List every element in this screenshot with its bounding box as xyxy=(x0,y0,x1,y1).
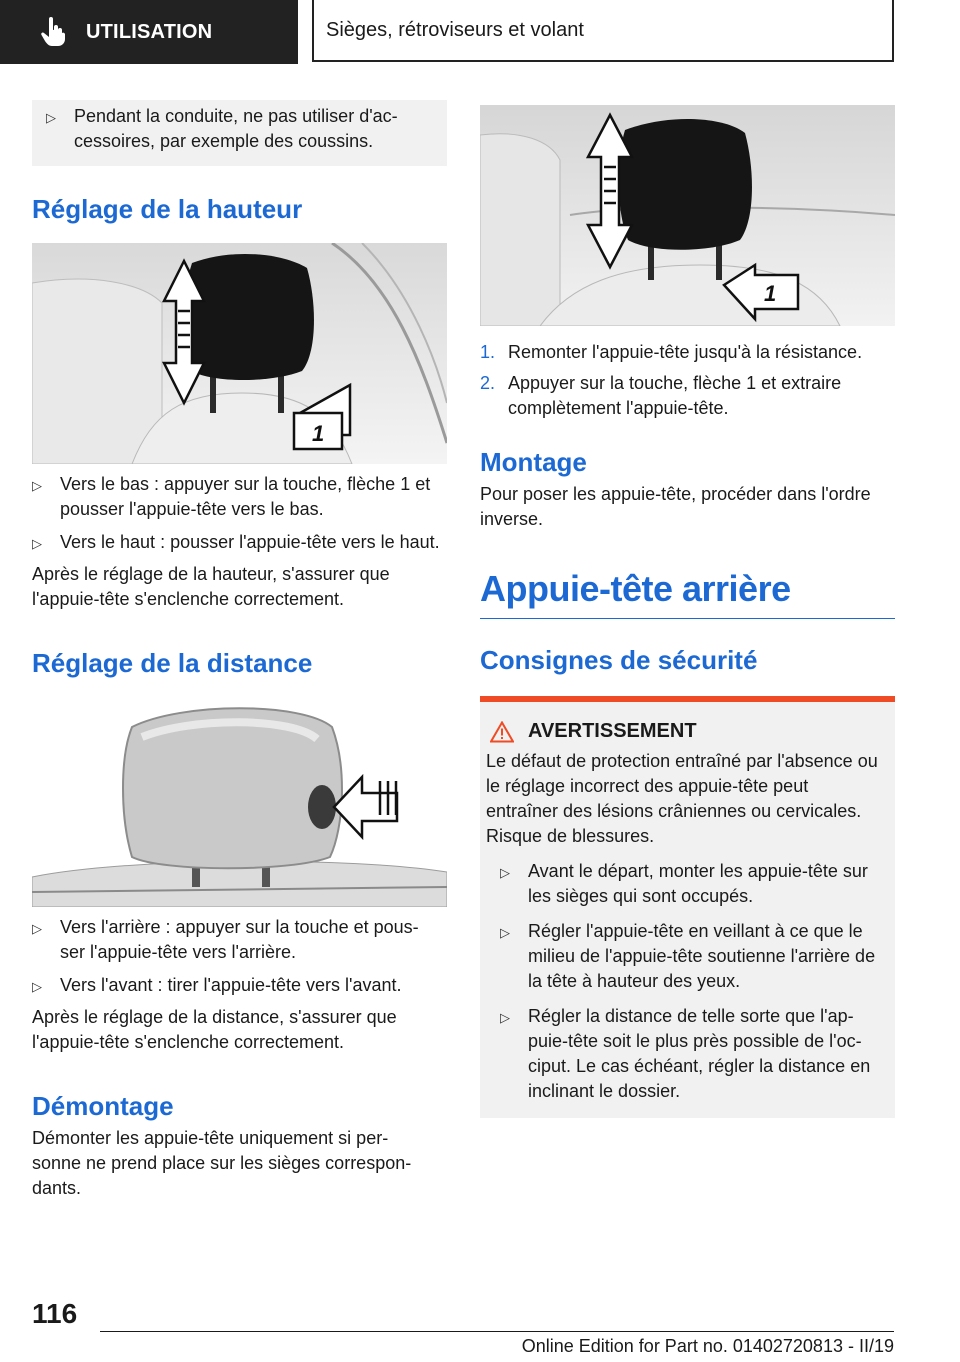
triangle-bullet-icon: ▷ xyxy=(32,921,42,936)
list-item: ▷ Vers le haut : pousser l'appuie-tête vers le haut. xyxy=(32,530,447,556)
header-chapter-title: Sièges, rétroviseurs et volant xyxy=(326,18,584,41)
warning-title-row xyxy=(490,720,881,743)
list-item: ▷ Pendant la conduite, ne pas utiliser d'ac- cessoires, par exemple des coussins. xyxy=(46,104,427,154)
right-column xyxy=(480,105,895,1118)
list-item: ▷ Régler la distance de telle sorte que l'ap- puie-tête soit le plus près possible de l'oc- ciput. Le cas échéant, régler la distance en inclinant le dossier. xyxy=(500,1004,881,1104)
left-column xyxy=(32,100,447,1201)
paragraph: Pour poser les appuie-tête, procéder dans l'ordre inverse. xyxy=(480,484,871,529)
list-item: ▷ Vers l'arrière : appuyer sur la touche et pous- ser l'appuie-tête vers l'arrière. xyxy=(32,915,447,965)
list-item: ▷ Vers le bas : appuyer sur la touche, flèche 1 et pousser l'appuie-tête vers le bas. xyxy=(32,472,447,522)
height-adjust-figure xyxy=(32,243,447,464)
footer-edition: Online Edition for Part no. 01402720813 - II/19 xyxy=(521,1336,894,1356)
header-section-tab xyxy=(0,0,298,64)
section-title-distance: Réglage de la distance xyxy=(32,648,313,678)
paragraph: Après le réglage de la distance, s'assurer que l'appuie-tête s'enclenche correctement. xyxy=(32,1007,397,1052)
warning-text: Le défaut de protection entraîné par l'absence ou le réglage incorrect des appuie-tête peut entraîner des lésions crâniennes ou cervicales. Risque de blessures. xyxy=(486,751,878,846)
paragraph: Après le réglage de la hauteur, s'assurer que l'appuie-tête s'enclenche correctement. xyxy=(32,564,390,609)
list-item: ▷ Avant le départ, monter les appuie-tête sur les sièges qui sont occupés. xyxy=(500,859,881,909)
header-section-title: UTILISATION xyxy=(86,20,213,43)
list-item: ▷ Régler l'appuie-tête en veillant à ce que le milieu de l'appuie-tête soutienne l'arrière de la tête à hauteur des yeux. xyxy=(500,919,881,994)
distance-adjust-figure xyxy=(32,697,447,907)
list-item: 2. Appuyer sur la touche, flèche 1 et extraire complètement l'appuie-tête. xyxy=(480,373,842,418)
removal-figure xyxy=(480,105,895,326)
hand-pointer-icon xyxy=(40,17,66,47)
warning-triangle-icon xyxy=(490,721,514,743)
note-box xyxy=(32,100,447,166)
section-title-mounting: Montage xyxy=(480,447,587,477)
triangle-bullet-icon: ▷ xyxy=(500,1010,510,1025)
triangle-bullet-icon: ▷ xyxy=(500,865,510,880)
section-title-removal: Démontage xyxy=(32,1091,174,1121)
chapter-title-rear-headrest: Appuie-tête arrière xyxy=(480,568,895,619)
triangle-bullet-icon: ▷ xyxy=(46,110,56,125)
warning-title: AVERTISSEMENT xyxy=(528,720,697,742)
figure-label: 1 xyxy=(312,421,325,446)
page-number: 116 xyxy=(32,1298,78,1329)
triangle-bullet-icon: ▷ xyxy=(32,536,42,551)
triangle-bullet-icon: ▷ xyxy=(500,925,510,940)
list-item: ▷ Vers l'avant : tirer l'appuie-tête vers l'avant. xyxy=(32,973,447,999)
figure-label: 1 xyxy=(764,281,777,306)
header-chapter-box xyxy=(312,0,894,62)
triangle-bullet-icon: ▷ xyxy=(32,478,42,493)
warning-box xyxy=(480,696,895,1118)
list-item: 1. Remonter l'appuie-tête jusqu'à la résistance. xyxy=(480,342,863,362)
section-title-height: Réglage de la hauteur xyxy=(32,194,303,224)
section-title-safety: Consignes de sécurité xyxy=(480,645,758,675)
paragraph: Démonter les appuie-tête uniquement si per- sonne ne prend place sur les sièges correspon- dants. xyxy=(32,1128,412,1198)
triangle-bullet-icon: ▷ xyxy=(32,979,42,994)
